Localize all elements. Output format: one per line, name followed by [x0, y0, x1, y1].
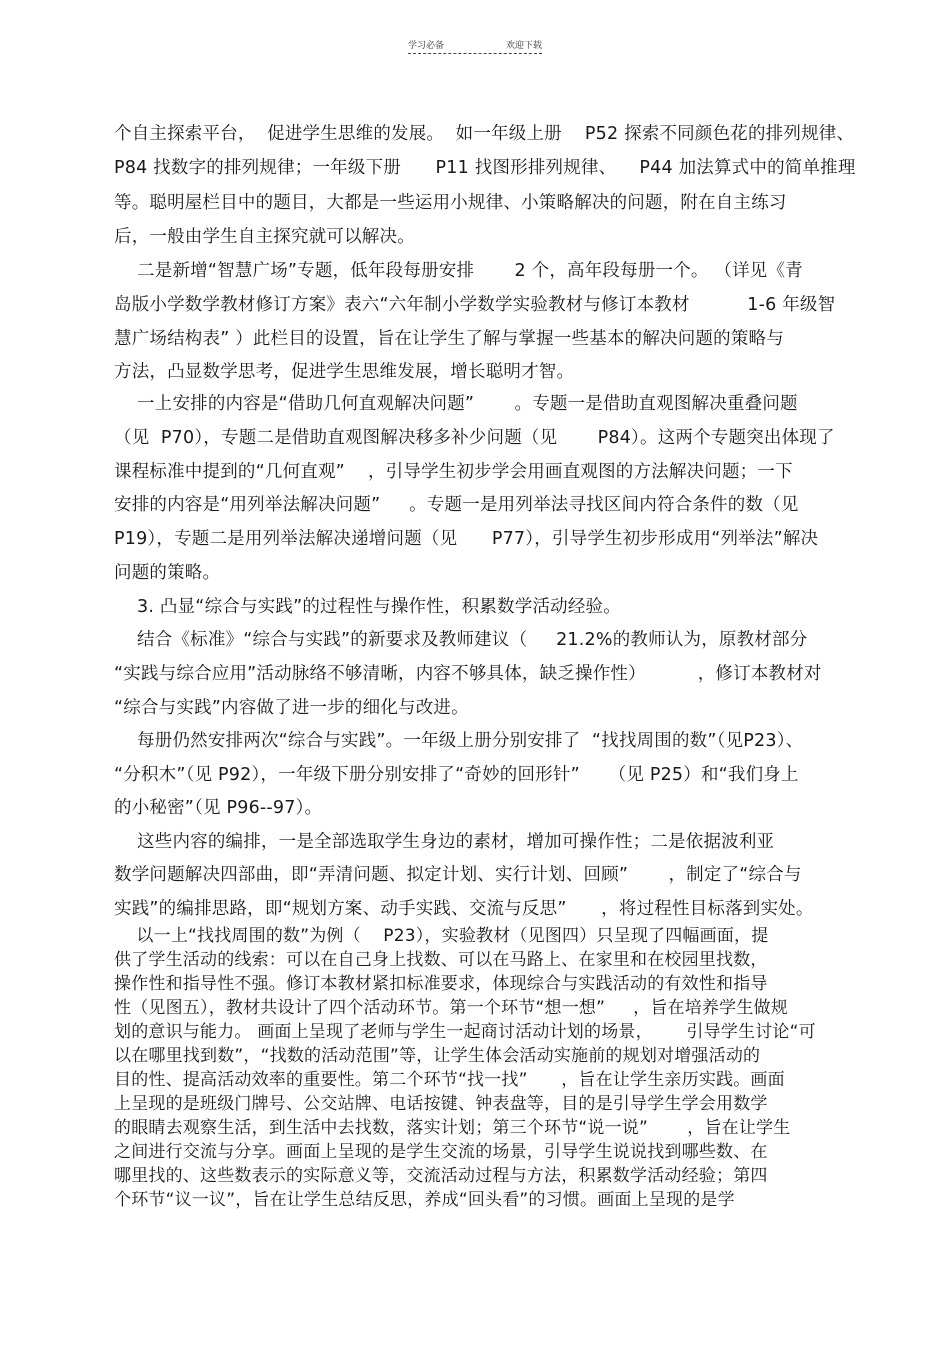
text-line: 的小秘密”（见 P96--97）。 [114, 798, 323, 818]
text-line: 方法，凸显数学思考，促进学生思维发展，增长聪明才智。 [114, 362, 575, 382]
text-line: 之间进行交流与分享。画面上呈现的是学生交流的场景，引导学生说说找到哪些数、在 [114, 1142, 768, 1162]
text-line: 数学问题解决四部曲，即“弄清问题、拟定计划、实行计划、回顾” ，制定了“综合与 [114, 865, 802, 885]
text-line: “分积木”（见 P92），一年级下册分别安排了“奇妙的回形针” （见 P25）和“我们身上 [114, 765, 799, 785]
text-line: （见 P70），专题二是借助直观图解决移多补少问题（见 P84）。这两个专题突出体现了 [114, 428, 835, 448]
text-line: 划的意识与能力。 画面上呈现了老师与学生一起商讨活动计划的场景， 引导学生讨论“可 [114, 1022, 816, 1042]
text-line: 操作性和指导性不强。修订本教材紧扣标准要求，体现综合与实践活动的有效性和指导 [114, 974, 768, 994]
text-line: 安排的内容是“用列举法解决问题” 。专题一是用列举法寻找区间内符合条件的数（见 [114, 495, 799, 515]
text-line: 一上安排的内容是“借助几何直观解决问题” 。专题一是借助直观图解决重叠问题 [114, 394, 798, 414]
text-line: 等。聪明屋栏目中的题目，大都是一些运用小规律、小策略解决的问题，附在自主练习 [114, 193, 787, 213]
text-line: 性（见图五），教材共设计了四个活动环节。第一个环节“想一想” ，旨在培养学生做规 [114, 998, 788, 1018]
text-line: 3. 凸显“综合与实践”的过程性与操作性，积累数学活动经验。 [114, 597, 621, 617]
text-line: 的眼睛去观察生活，到生活中去找数，落实计划；第三个环节“说一说” ，旨在让学生 [114, 1118, 791, 1138]
text-line: 结合《标准》“综合与实践”的新要求及教师建议（ 21.2%的教师认为，原教材部分 [114, 630, 808, 650]
text-line: 问题的策略。 [114, 563, 221, 583]
header-divider [408, 53, 542, 54]
text-line: P84 找数字的排列规律；一年级下册 P11 找图形排列规律、 P44 加法算式中的简单推理 [114, 158, 856, 178]
text-line: 后，一般由学生自主探究就可以解决。 [114, 227, 415, 247]
text-line: 课程标准中提到的“几何直观” ，引导学生初步学会用画直观图的方法解决问题；一下 [114, 462, 793, 482]
text-line: “综合与实践”内容做了进一步的细化与改进。 [114, 698, 469, 718]
text-line: 以在哪里找到数”，“找数的活动范围”等，让学生体会活动实施前的规划对增强活动的 [114, 1046, 761, 1066]
text-line: 以一上“找找周围的数”为例（ P23），实验教材（见图四）只呈现了四幅画面，提 [114, 926, 769, 946]
text-line: 上呈现的是班级门牌号、公交站牌、电话按键、钟表盘等，目的是引导学生学会用数学 [114, 1094, 768, 1114]
header-right-text: 欢迎下载 [505, 41, 542, 51]
text-line: 每册仍然安排两次“综合与实践”。一年级上册分别安排了 “找找周围的数”（见P23）、 [114, 731, 804, 751]
page-header [408, 38, 542, 51]
text-line: 个自主探索平台， 促进学生思维的发展。 如一年级上册 P52 探索不同颜色花的排列规律、 [114, 124, 855, 144]
text-line: 供了学生活动的线索：可以在自己身上找数、可以在马路上、在家里和在校园里找数， [114, 950, 768, 970]
text-line: 这些内容的编排，一是全部选取学生身边的素材，增加可操作性；二是依据波利亚 [114, 832, 775, 852]
text-line: 目的性、提高活动效率的重要性。第二个环节“找一找” ，旨在让学生亲历实践。画面 [114, 1070, 785, 1090]
header-left-text: 学习必备 [408, 41, 445, 51]
text-line: 二是新增“智慧广场”专题，低年段每册安排 2 个，高年段每册一个。 （详见《青 [114, 261, 803, 281]
text-line: 慧广场结构表” ）此栏目的设置，旨在让学生了解与掌握一些基本的解决问题的策略与 [114, 329, 784, 349]
text-line: “实践与综合应用”活动脉络不够清晰，内容不够具体，缺乏操作性） ，修订本教材对 [114, 664, 822, 684]
text-line: 哪里找的、这些数表示的实际意义等，交流活动过程与方法，积累数学活动经验；第四 [114, 1166, 768, 1186]
text-line: 岛版小学数学教材修订方案》表六“六年制小学数学实验教材与修订本教材 1-6 年级智 [114, 295, 836, 315]
text-line: P19），专题二是用列举法解决递增问题（见 P77），引导学生初步形成用“列举法”解决 [114, 529, 819, 549]
text-line: 实践”的编排思路，即“规划方案、动手实践、交流与反思” ，将过程性目标落到实处。 [114, 899, 814, 919]
text-line: 个环节“议一议”，旨在让学生总结反思，养成“回头看”的习惯。画面上呈现的是学 [114, 1190, 735, 1210]
